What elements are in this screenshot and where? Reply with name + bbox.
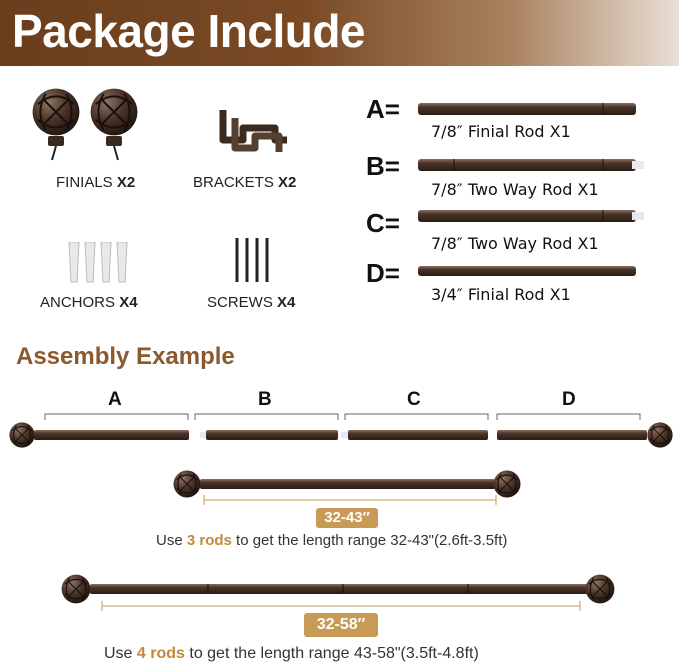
rod-a-image <box>418 101 638 117</box>
rod-a-label: 7/8″ Finial Rod X1 <box>431 122 571 141</box>
assembly-rods-image <box>0 420 679 450</box>
rod-d-image <box>418 264 638 278</box>
rod-a-letter: A= <box>366 94 400 124</box>
finials-image <box>30 86 145 166</box>
rod-b-label: 7/8″ Two Way Rod X1 <box>431 180 599 199</box>
assembly-title: Assembly Example <box>16 343 235 370</box>
rod-c-label: 7/8″ Two Way Rod X1 <box>431 234 599 253</box>
anchors-image <box>65 242 130 284</box>
brackets-label: BRACKETS X2 <box>193 174 297 191</box>
segment-c-label: C <box>407 389 421 410</box>
example2-measure-line <box>98 598 588 612</box>
rod-d-label: 3/4″ Finial Rod X1 <box>431 285 571 304</box>
example2-range-badge: 32-58″ <box>304 613 378 637</box>
page-title: Package Include <box>12 5 365 57</box>
anchors-label: ANCHORS X4 <box>40 294 138 311</box>
example2-caption: Use 4 rods to get the length range 43-58"(3.5ft-4.8ft) <box>104 645 479 662</box>
rod-d-letter: D= <box>366 258 400 288</box>
brackets-image <box>215 100 295 165</box>
segment-a-label: A <box>108 389 122 410</box>
example1-caption: Use 3 rods to get the length range 32-43"(2.6ft-3.5ft) <box>156 532 508 549</box>
rod-c-image <box>418 208 648 224</box>
rod-b-letter: B= <box>366 151 400 181</box>
example1-range-badge: 32-43″ <box>316 508 378 528</box>
example1-measure-line <box>200 492 500 506</box>
segment-d-label: D <box>562 389 576 410</box>
finials-label: FINIALS X2 <box>56 174 136 191</box>
segment-b-label: B <box>258 389 272 410</box>
screws-label: SCREWS X4 <box>207 294 296 311</box>
rod-b-image <box>418 157 648 173</box>
rod-c-letter: C= <box>366 208 400 238</box>
screws-image <box>232 236 272 284</box>
